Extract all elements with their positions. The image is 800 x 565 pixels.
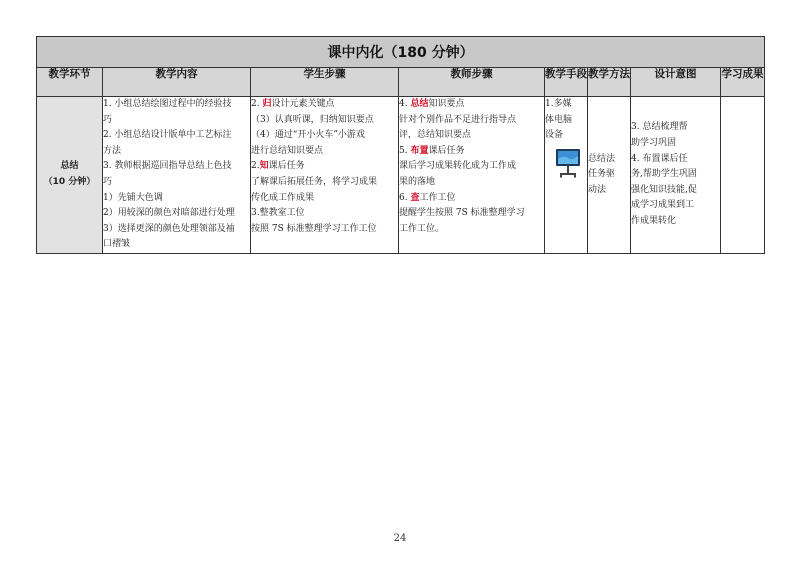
table-row [37, 97, 765, 254]
step-line [399, 175, 544, 191]
header-teacher-steps: 教师步骤 [399, 68, 545, 97]
text-line: 口褶皱 [103, 239, 131, 250]
step-text: （3）认真听课，归纳知识要点 [251, 114, 374, 125]
step-text: 知识要点 [428, 99, 465, 109]
step-text: 针对个别作品不足进行指导点 [399, 114, 517, 125]
step-line [399, 222, 544, 238]
step-line [251, 97, 398, 113]
text-line: 3. 教师根据巡回指导总结上色技 [103, 161, 232, 172]
stage-cell [37, 97, 103, 254]
step-line [251, 175, 398, 191]
step-line [251, 144, 398, 160]
text-line: 作成果转化 [631, 215, 677, 226]
step-line [251, 113, 398, 129]
keyword-highlight: 查 [410, 192, 420, 203]
text-line: 强化知识技能,促 [631, 184, 697, 195]
step-text: 了解课后拓展任务，将学习成果 [251, 176, 378, 187]
step-text: 3.整教室工位 [251, 208, 305, 219]
content-cell [103, 97, 251, 254]
step-text: 进行总结知识要点 [251, 145, 324, 156]
text-line: 3. 总结梳理帮 [631, 122, 688, 133]
step-text: 工作工位。 [399, 223, 445, 234]
media-line: 1.多媒 [545, 99, 572, 109]
step-line [399, 159, 544, 175]
text-line: 助学习巩固 [631, 137, 677, 148]
header-media: 教学手段 [545, 68, 588, 97]
text-line: 3）选择更深的颜色处理领部及袖 [103, 223, 235, 234]
step-text: 6. [399, 192, 411, 203]
step-text: 提醒学生按照 7S 标准整理学习 [399, 208, 525, 219]
keyword-highlight: 知 [259, 161, 269, 172]
step-text: 课后任务 [268, 161, 305, 172]
media-line: 设备 [545, 130, 564, 141]
text-line: 成学习成果到工 [631, 200, 695, 211]
header-student-steps: 学生步骤 [251, 68, 399, 97]
lesson-table [36, 36, 765, 254]
text-line: 巧 [103, 114, 113, 125]
media-text [545, 97, 587, 144]
step-line [399, 128, 544, 144]
header-design-intent: 设计意图 [631, 68, 721, 97]
text-line: 总结法 [588, 153, 616, 164]
step-line [399, 191, 544, 207]
step-line [399, 113, 544, 129]
stage-duration: （10 分钟） [43, 176, 96, 187]
step-text: （4）通过“开小火车”小游戏 [251, 130, 365, 141]
step-text: 5. [399, 145, 411, 156]
text-line: 务,帮助学生巩固 [631, 169, 697, 180]
design-intent-cell [631, 97, 721, 254]
header-row [37, 68, 765, 97]
step-line [251, 128, 398, 144]
step-text: 4. [399, 99, 411, 109]
header-outcome: 学习成果 [721, 68, 765, 97]
step-line [251, 206, 398, 222]
step-line [251, 191, 398, 207]
text-line: 1）先铺大色调 [103, 192, 163, 203]
stage-name: 总结 [60, 161, 79, 172]
text-line: 2）用较深的颜色对暗部进行处理 [103, 208, 235, 219]
step-text: 工作工位 [419, 192, 456, 203]
step-text: 传化成工作成果 [251, 192, 315, 203]
text-line: 任务驱 [588, 169, 616, 180]
step-line [399, 144, 544, 160]
step-text: 设计元素关键点 [271, 99, 335, 109]
student-steps-cell [251, 97, 399, 254]
media-cell [545, 97, 588, 254]
smart-board-monitor-icon [555, 148, 581, 178]
table-title: 课中内化（180 分钟） [37, 37, 765, 68]
page-number: 24 [393, 533, 407, 544]
step-text: 2. [251, 161, 260, 172]
header-method: 教学方法 [588, 68, 631, 97]
text-line: 巧 [103, 176, 113, 187]
text-line: 动法 [588, 184, 607, 195]
step-text: 按照 7S 标准整理学习工作工位 [251, 223, 377, 234]
teacher-steps-cell [399, 97, 545, 254]
step-text: 评，总结知识要点 [399, 130, 472, 141]
step-text: 果的落地 [399, 176, 436, 187]
text-line: 方法 [103, 145, 122, 156]
text-line: 2. 小组总结设计版单中工艺标注 [103, 130, 232, 141]
keyword-highlight: 归 [262, 99, 272, 109]
step-text: 课后任务 [428, 145, 465, 156]
outcome-cell [721, 97, 765, 254]
step-line [251, 222, 398, 238]
media-line: 体电脑 [545, 114, 573, 125]
text-line: 1. 小组总结绘图过程中的经验技 [103, 99, 232, 109]
step-text: 课后学习成果转化成为工作成 [399, 161, 517, 172]
method-cell [588, 97, 631, 254]
keyword-highlight: 总结 [410, 99, 429, 109]
header-content: 教学内容 [103, 68, 251, 97]
text-line: 4. 布置课后任 [631, 153, 688, 164]
step-line [399, 206, 544, 222]
keyword-highlight: 布置 [410, 145, 429, 156]
step-text: 2. [251, 99, 263, 109]
step-line [399, 97, 544, 113]
header-stage: 教学环节 [37, 68, 103, 97]
step-line [251, 159, 398, 175]
